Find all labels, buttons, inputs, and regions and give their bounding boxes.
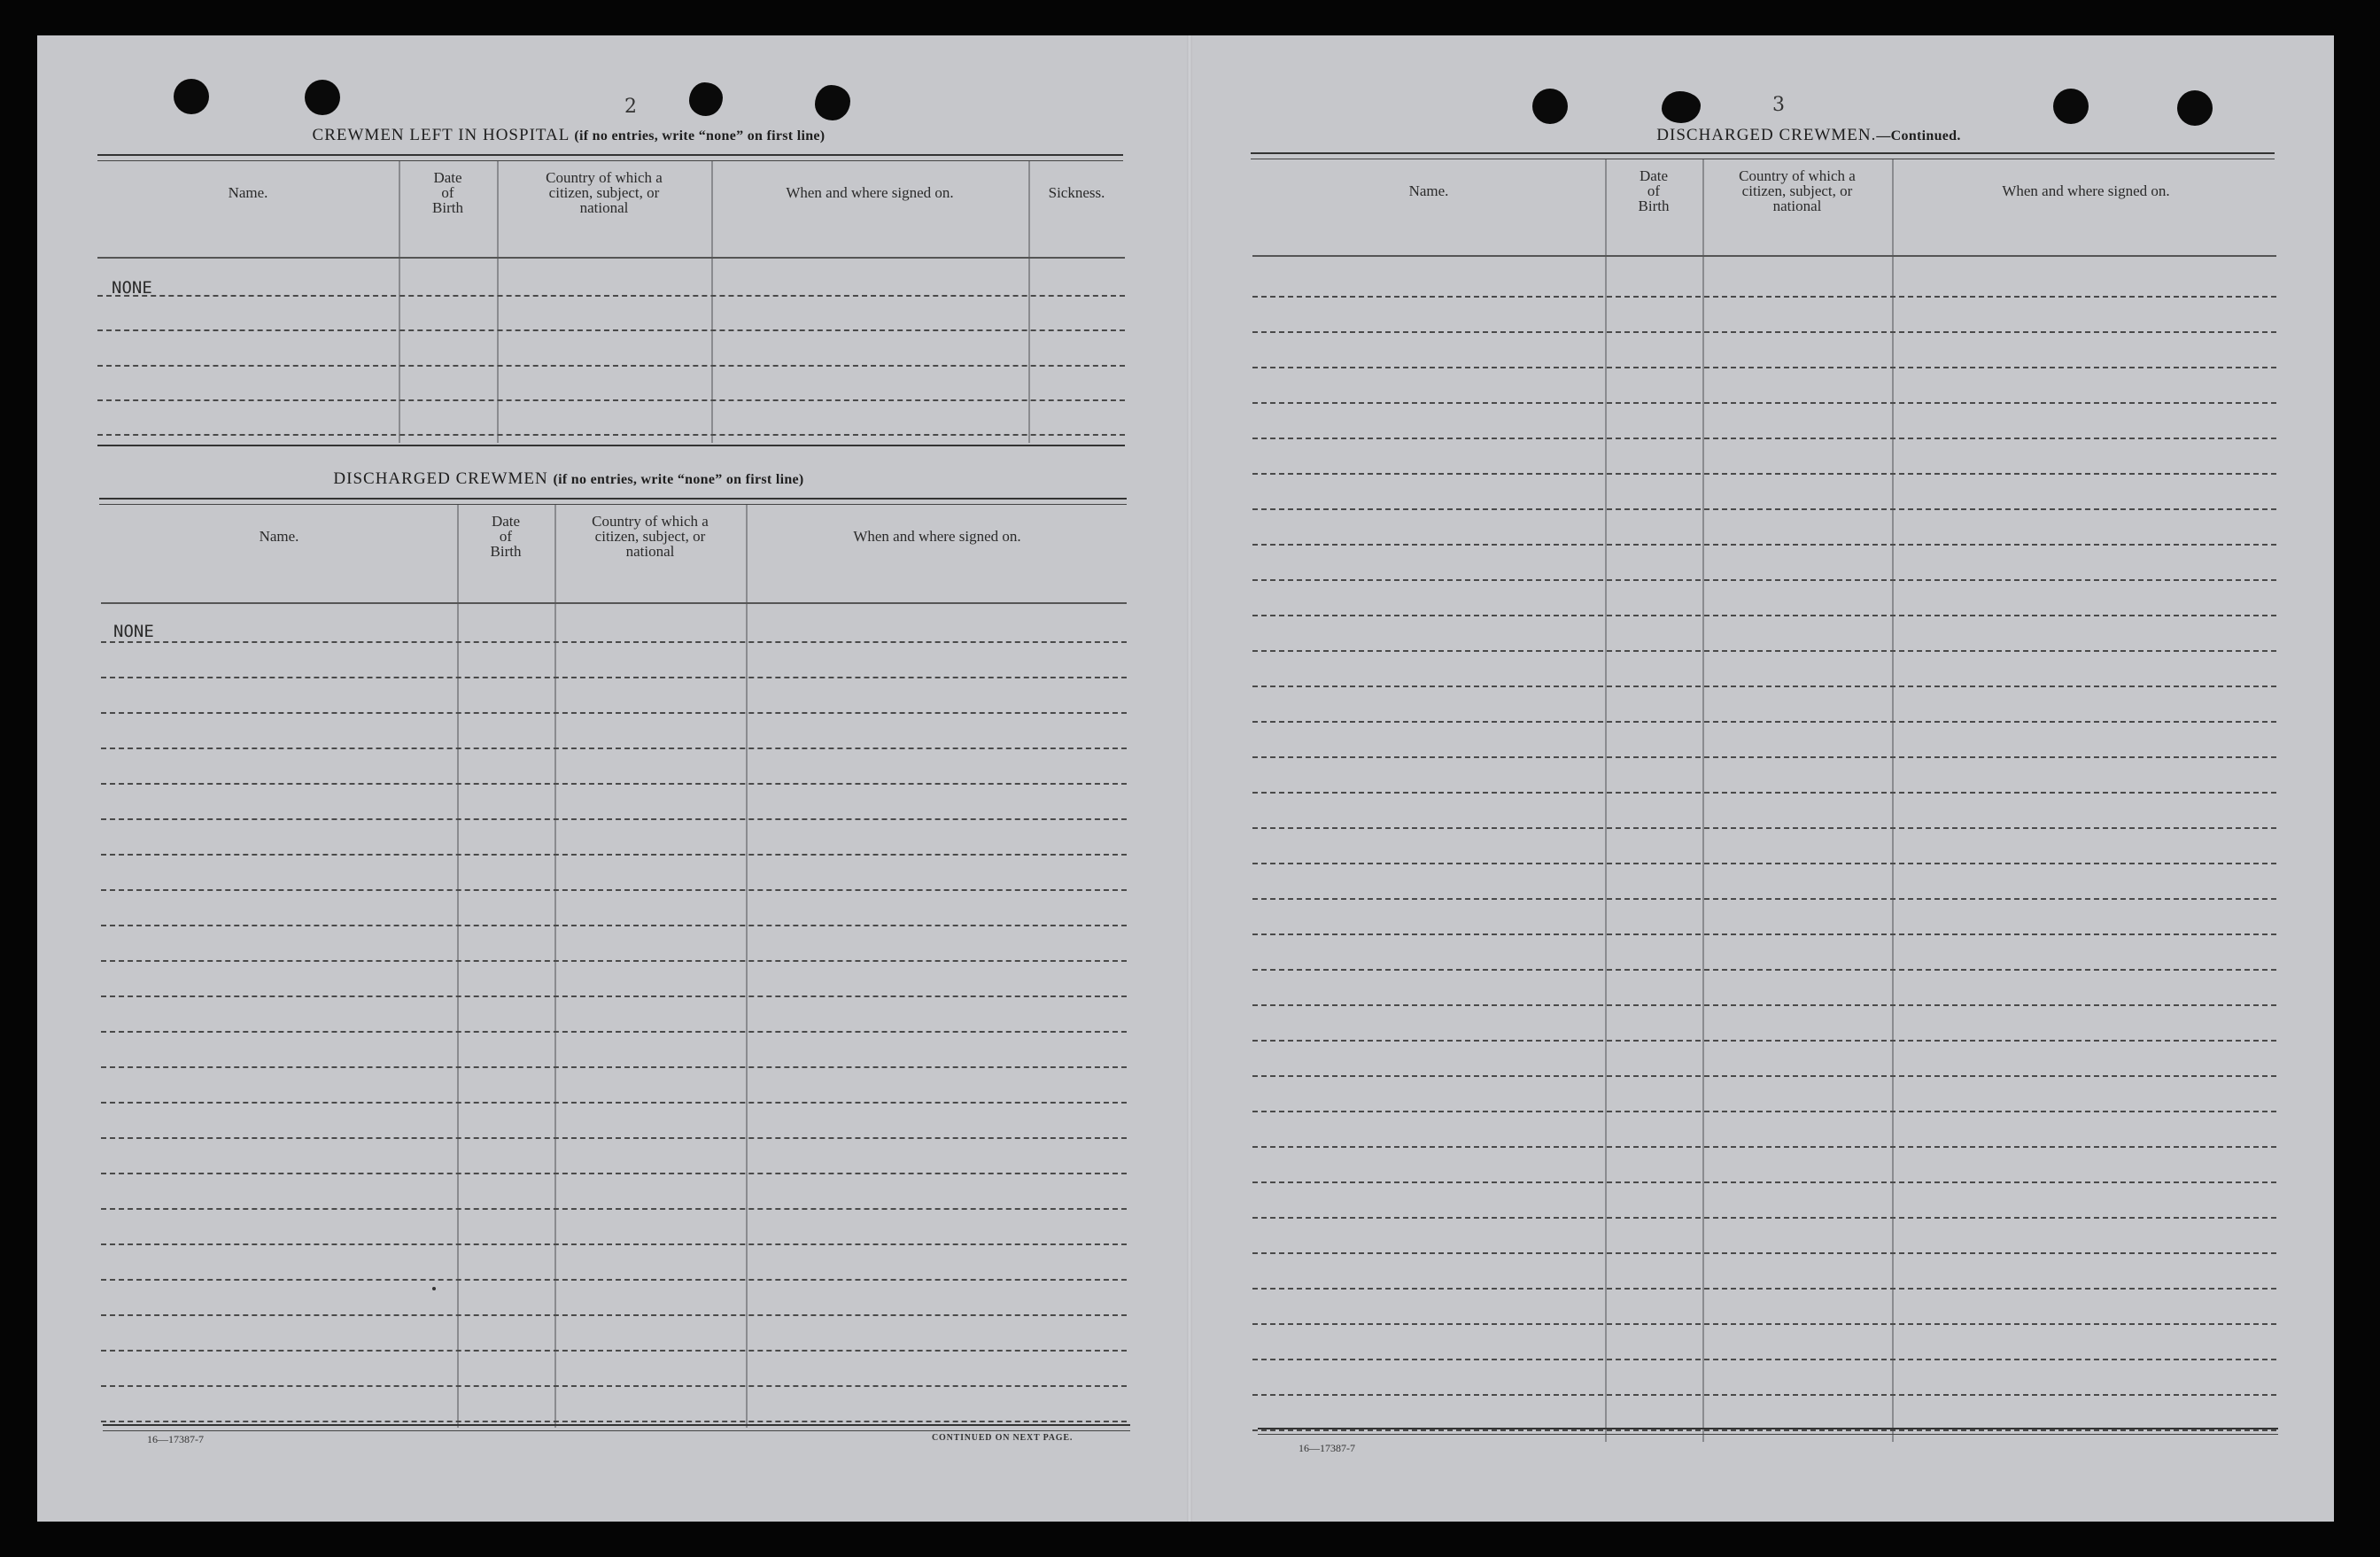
entry-line bbox=[101, 1385, 1127, 1387]
entry-line bbox=[1252, 650, 2276, 652]
header-underline bbox=[1252, 255, 2276, 257]
discharged-table bbox=[101, 505, 1128, 1435]
entry-line bbox=[1252, 579, 2276, 581]
column-divider bbox=[746, 505, 748, 1428]
column-divider bbox=[1892, 159, 1894, 1442]
entry-line bbox=[1252, 1075, 2276, 1077]
entry-line bbox=[1252, 792, 2276, 794]
header-underline bbox=[101, 602, 1127, 604]
column-divider bbox=[457, 505, 459, 1428]
entry-line bbox=[101, 995, 1127, 997]
column-header-signed: When and where signed on. bbox=[786, 183, 954, 201]
entry-line bbox=[1252, 1181, 2276, 1183]
entry-line bbox=[101, 1208, 1127, 1210]
entry-line bbox=[1252, 1288, 2276, 1290]
entry-line bbox=[97, 365, 1125, 367]
column-header-signed: When and where signed on. bbox=[2002, 182, 2170, 199]
entry-line bbox=[1252, 367, 2276, 368]
header-underline bbox=[97, 257, 1125, 259]
page-fold bbox=[1187, 35, 1192, 1522]
discharged-continued-table bbox=[1252, 159, 2280, 1470]
entry-line bbox=[1252, 296, 2276, 298]
entry-line bbox=[101, 854, 1127, 856]
column-header-country: Country of which a citizen, subject, or national bbox=[546, 168, 663, 216]
entry-line bbox=[101, 1137, 1127, 1139]
entry-line bbox=[101, 712, 1127, 714]
entry-line bbox=[101, 1173, 1127, 1174]
entry-line bbox=[101, 1421, 1127, 1422]
punch-hole bbox=[2177, 90, 2213, 126]
punch-hole bbox=[1532, 89, 1568, 124]
punch-hole bbox=[1662, 91, 1701, 123]
discharged-section-title bbox=[170, 469, 967, 489]
entry-line bbox=[1252, 544, 2276, 546]
continued-note: CONTINUED ON NEXT PAGE. bbox=[932, 1433, 1074, 1443]
table-top-rule bbox=[1251, 152, 2275, 159]
column-header-sickness: Sickness. bbox=[1048, 183, 1105, 201]
entry-line bbox=[101, 783, 1127, 785]
section-subtitle: (if no entries, write “none” on first line) bbox=[553, 472, 804, 487]
entry-line bbox=[1252, 402, 2276, 404]
entry-line bbox=[101, 1031, 1127, 1033]
punch-hole bbox=[174, 79, 209, 114]
column-divider bbox=[1702, 159, 1704, 1442]
hospital-table bbox=[97, 161, 1125, 445]
punch-hole bbox=[815, 85, 850, 120]
table-bottom-rule bbox=[1258, 1428, 2278, 1435]
entry-line bbox=[101, 1314, 1127, 1316]
section-title-text: DISCHARGED CREWMEN. bbox=[1656, 126, 1877, 144]
entry-line bbox=[101, 677, 1127, 678]
column-divider bbox=[1605, 159, 1607, 1442]
entry-line bbox=[97, 295, 1125, 297]
entry-line bbox=[97, 434, 1125, 436]
column-divider bbox=[554, 505, 556, 1428]
punch-hole bbox=[305, 80, 340, 115]
ink-speck bbox=[432, 1287, 436, 1290]
entry-line bbox=[1252, 438, 2276, 439]
punch-hole bbox=[2053, 89, 2089, 124]
table-bottom-rule bbox=[103, 1424, 1130, 1431]
entry-line bbox=[101, 748, 1127, 749]
entry-line bbox=[1252, 827, 2276, 829]
section-title-text: CREWMEN LEFT IN HOSPITAL bbox=[312, 126, 570, 144]
discharged-continued-title bbox=[1454, 126, 2163, 145]
entry-line bbox=[1252, 686, 2276, 687]
document-sheet bbox=[37, 35, 2334, 1522]
punch-hole bbox=[689, 82, 723, 116]
section-subtitle: (if no entries, write “none” on first line) bbox=[574, 128, 826, 143]
entry-line bbox=[1252, 1111, 2276, 1112]
column-header-dob: Date of Birth bbox=[432, 168, 463, 216]
entry-line bbox=[1252, 863, 2276, 864]
table-top-rule bbox=[97, 154, 1123, 161]
entry-line bbox=[1252, 331, 2276, 333]
entry-line bbox=[97, 329, 1125, 331]
entry-line bbox=[1252, 1217, 2276, 1219]
entry-line bbox=[1252, 1359, 2276, 1360]
entry-line bbox=[101, 1279, 1127, 1281]
entry-line bbox=[101, 641, 1127, 643]
entry-line bbox=[101, 960, 1127, 962]
entry-line bbox=[101, 1243, 1127, 1245]
column-header-country: Country of which a citizen, subject, or national bbox=[1739, 167, 1856, 214]
entry-line bbox=[101, 818, 1127, 820]
hospital-section-title bbox=[170, 126, 967, 145]
entry-line bbox=[1252, 1004, 2276, 1006]
column-header-signed: When and where signed on. bbox=[853, 527, 1021, 545]
form-number: 16—17387-7 bbox=[1299, 1442, 1355, 1454]
table-top-rule bbox=[99, 498, 1127, 505]
entry-line bbox=[1252, 898, 2276, 900]
entry-line bbox=[1252, 969, 2276, 971]
column-header-name: Name. bbox=[259, 527, 299, 545]
page-number: 2 bbox=[624, 96, 637, 118]
entry-line bbox=[1252, 508, 2276, 510]
entry-line bbox=[1252, 1040, 2276, 1042]
column-header-name: Name. bbox=[228, 183, 268, 201]
entry-line bbox=[101, 925, 1127, 926]
section-title-text: DISCHARGED CREWMEN bbox=[333, 469, 548, 488]
page-number: 3 bbox=[1772, 94, 1785, 116]
column-header-country: Country of which a citizen, subject, or national bbox=[592, 512, 709, 560]
entry-line bbox=[97, 399, 1125, 401]
entry-line bbox=[1252, 615, 2276, 616]
entry-line bbox=[1252, 933, 2276, 935]
section-subtitle: —Continued. bbox=[1876, 128, 1961, 143]
entry-line bbox=[1252, 1146, 2276, 1148]
entry-line bbox=[1252, 756, 2276, 758]
form-number: 16—17387-7 bbox=[147, 1433, 204, 1445]
entry-line bbox=[1252, 721, 2276, 723]
entry-line bbox=[1252, 1394, 2276, 1396]
entry-line bbox=[1252, 1323, 2276, 1325]
column-header-dob: Date of Birth bbox=[490, 512, 522, 560]
table-bottom-rule bbox=[97, 445, 1125, 446]
entry-line bbox=[101, 1350, 1127, 1352]
first-entry: NONE bbox=[113, 622, 154, 641]
column-header-dob: Date of Birth bbox=[1638, 167, 1670, 214]
entry-line bbox=[101, 889, 1127, 891]
entry-line bbox=[1252, 473, 2276, 475]
column-header-name: Name. bbox=[1408, 182, 1449, 199]
entry-line bbox=[101, 1066, 1127, 1068]
first-entry: NONE bbox=[112, 278, 152, 298]
entry-line bbox=[1252, 1252, 2276, 1254]
entry-line bbox=[101, 1102, 1127, 1104]
